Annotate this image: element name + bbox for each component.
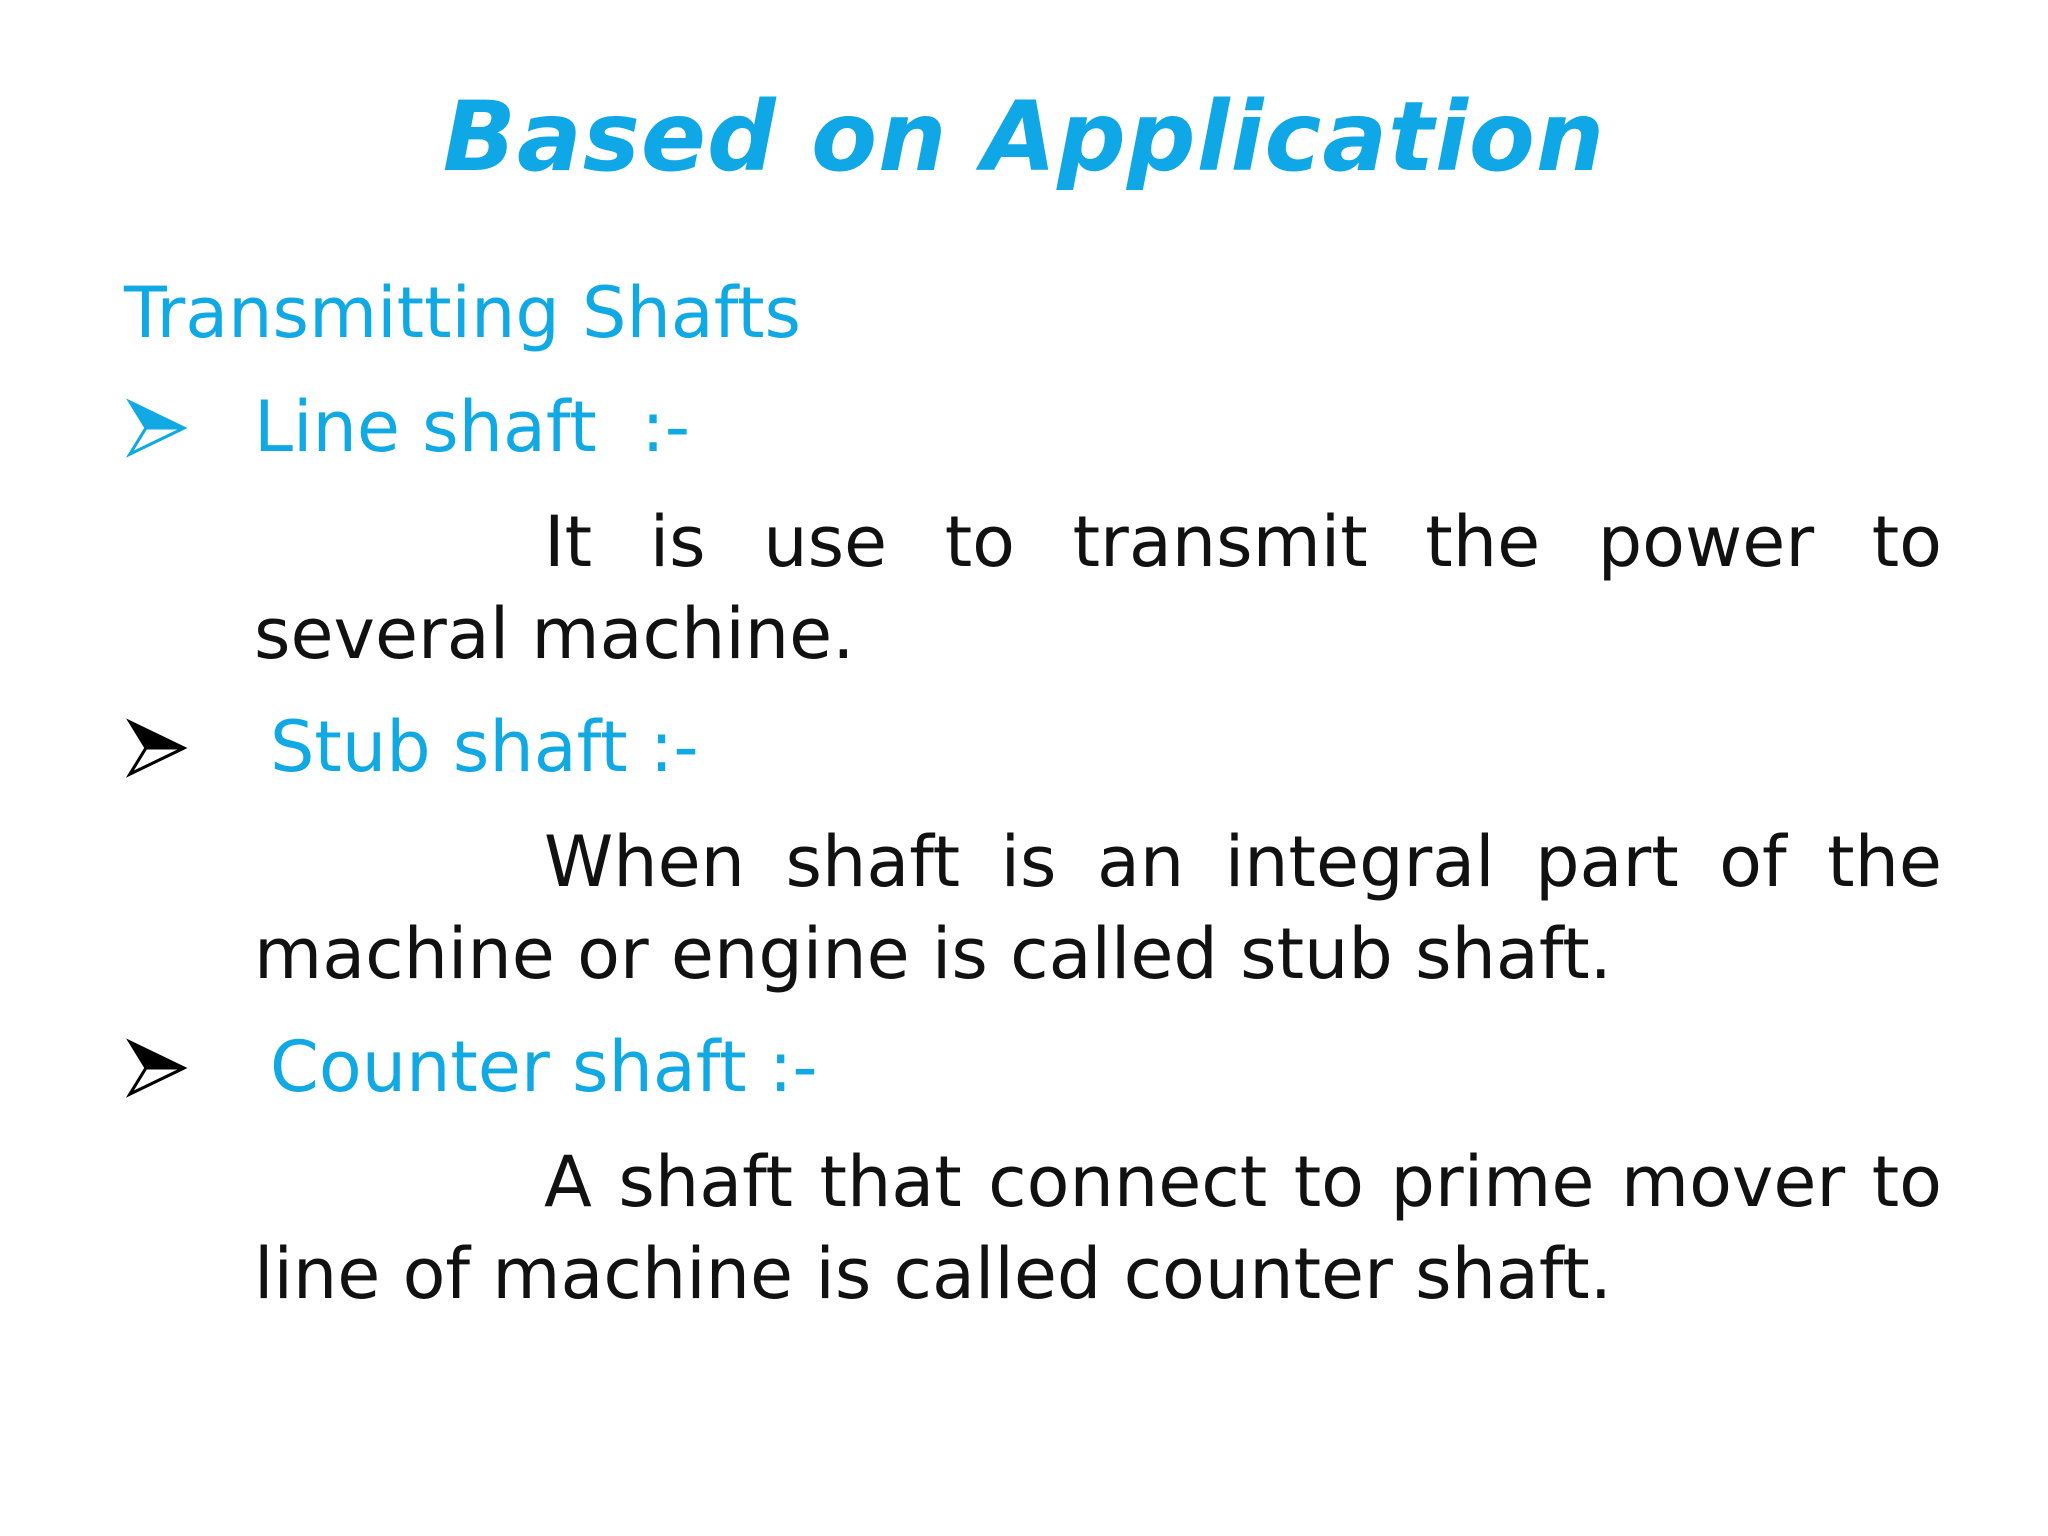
arrowhead-bullet-icon [124,396,188,460]
item-description: It is use to transmit the power to several machine. [254,501,1942,675]
item-description: A shaft that connect to prime mover to line of machine is called counter shaft. [254,1141,1942,1315]
arrowhead-bullet-icon [124,1036,188,1100]
bullet-item-stub-shaft [124,700,188,795]
section-heading: Transmitting Shafts [124,272,802,354]
bullet-item-counter-shaft [124,1020,188,1115]
item-label: Stub shaft :- [270,706,699,788]
item-description: When shaft is an integral part of the machine or engine is called stub shaft. [254,821,1942,995]
bullet-item-line-shaft [124,380,188,475]
arrowhead-bullet-icon [124,716,188,780]
item-label: Line shaft :- [254,386,691,468]
slide-title: Based on Application [442,81,1606,193]
item-label: Counter shaft :- [270,1026,818,1108]
